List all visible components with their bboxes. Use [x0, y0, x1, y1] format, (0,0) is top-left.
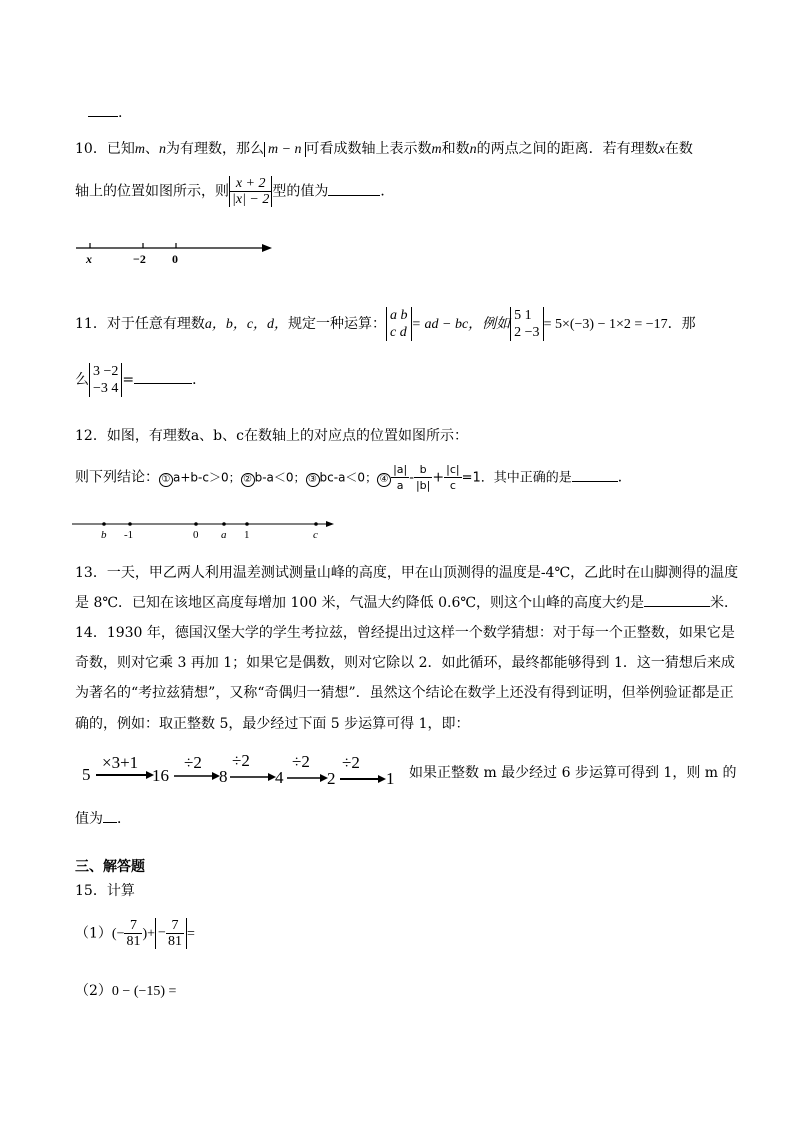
q13-line2 — [75, 592, 738, 612]
fraction-b — [414, 462, 432, 493]
paren-close-plus: )+ — [142, 926, 156, 942]
var-n: n — [158, 142, 166, 157]
equals: = — [122, 372, 135, 388]
q14-line1: 14．1930 年，德国汉堡大学的学生考拉兹，曾经提出过这样一个数学猜想：对于每一个正整数，如果它是 — [75, 625, 735, 641]
axis-label-neg2: −2 — [133, 252, 146, 266]
chain-op: ×3+1 — [102, 753, 139, 772]
q11-line1 — [75, 307, 696, 341]
abs-fraction — [229, 176, 272, 207]
period: ． — [117, 811, 131, 827]
chain-op: ÷2 — [342, 753, 360, 772]
q13-text: 米． — [710, 595, 739, 611]
q15-part2 — [75, 980, 176, 1000]
fraction-numerator: |a| — [393, 463, 408, 476]
q10-number-line — [76, 240, 276, 268]
axis-label-c: c — [313, 529, 318, 541]
q10-text: 可看成数轴上表示数 — [305, 141, 432, 157]
axis-label-neg1: -1 — [124, 529, 134, 541]
determinant-example — [510, 307, 543, 341]
det-row: −3 4 — [93, 381, 119, 396]
q10-text: 和数 — [441, 141, 470, 157]
circled-4: ④ — [377, 473, 391, 487]
q10-text: 为有理数，那么 — [165, 141, 264, 157]
fraction-denominator: |x| − 2 — [232, 192, 270, 207]
chain-op: ÷2 — [232, 751, 250, 770]
q12-line1: 12．如图，有理数a、b、c在数轴上的对应点的位置如图所示： — [75, 428, 468, 444]
q15-part1 — [75, 918, 195, 949]
circled-2: ② — [241, 473, 255, 487]
det-row: 5 1 — [514, 308, 532, 323]
fraction-denominator: 81 — [126, 934, 141, 949]
q11-text: 11．对于任意有理数 — [75, 316, 205, 332]
det-definition-rhs: = ad − bc，例如 — [411, 317, 511, 332]
denominator-text: x| − 2 — [235, 192, 270, 207]
equals: = — [186, 926, 195, 942]
minus: − — [158, 925, 166, 941]
q14-line6 — [75, 808, 131, 828]
fraction-7-81 — [166, 918, 184, 949]
axis-label-a: a — [221, 529, 227, 541]
statement-3: bc-a＜0； — [319, 470, 378, 485]
var-m: m — [431, 142, 442, 157]
prev-answer-blank-line — [88, 104, 122, 121]
q13-line1: 13．一天，甲乙两人利用温差测试测量山峰的高度，甲在山顶测得的温度是-4℃，乙此时在山脚测得的温度 — [75, 565, 739, 581]
fraction-numerator: x + 2 — [230, 176, 271, 192]
collatz-chain-diagram — [80, 748, 402, 788]
q12-text: =1．其中正确的是 — [461, 470, 572, 486]
paren-open: (− — [111, 926, 125, 942]
chain-number: 5 — [82, 765, 91, 784]
var-m: m — [134, 142, 145, 157]
q10-text: 10．已知 — [75, 141, 135, 157]
part-label: （1） — [75, 925, 112, 942]
fraction-7-81 — [124, 918, 142, 949]
period: ． — [192, 372, 207, 388]
q11-line2 — [75, 363, 206, 397]
chain-number: 4 — [275, 768, 284, 787]
q14-after-chain: 如果正整数 m 最少经过 6 步运算可得到 1，则 m 的 — [409, 765, 737, 781]
circled-3: ③ — [306, 473, 320, 487]
chain-number: 16 — [152, 766, 169, 785]
determinant-definition — [386, 307, 412, 341]
axis-label-0: 0 — [172, 252, 178, 266]
statement-1: a+b-c＞0； — [173, 470, 241, 485]
q11-text: 么 — [75, 372, 89, 388]
axis-label-x: x — [86, 252, 92, 266]
q13-text: 是 8℃．已知在该地区高度每增加 100 米，气温大约降低 0.6℃，则这个山峰的高度大约是 — [75, 595, 645, 611]
statement-2: b-a＜0； — [254, 470, 306, 485]
det-example-rhs: = 5×(−3) − 1×2 = −17．那 — [543, 317, 696, 332]
fraction-denominator: 81 — [167, 934, 182, 949]
q10-line2 — [75, 176, 394, 207]
separator: 、 — [144, 141, 159, 157]
answer-blank — [134, 371, 192, 384]
q14-text: 值为 — [75, 811, 103, 827]
det-row: 3 −2 — [93, 364, 119, 379]
axis-label-b: b — [101, 529, 107, 541]
det-row: a b — [390, 308, 408, 323]
fraction-numerator: 7 — [124, 918, 142, 934]
answer-blank — [572, 469, 618, 482]
det-row: c d — [390, 325, 407, 340]
fraction-denominator: a — [396, 479, 404, 492]
fraction-numerator: b — [414, 462, 432, 478]
fraction-a — [391, 462, 409, 493]
axis-label-1: 1 — [244, 529, 250, 541]
answer-blank — [103, 810, 117, 823]
answer-blank — [328, 183, 380, 196]
var-x: x — [658, 142, 665, 157]
q14-line2: 奇数，则对它乘 3 再加 1；如果它是偶数，则对它除以 2．如此循环，最终都能够得到 1．这一猜想后来成 — [75, 655, 735, 671]
q12-number-line — [72, 516, 338, 544]
fraction-denominator: |b| — [415, 479, 431, 492]
chain-number: 8 — [219, 767, 228, 786]
chain-op: ÷2 — [292, 752, 310, 771]
minus: - — [409, 469, 414, 486]
q12-text: 则下列结论： — [75, 469, 159, 486]
abs-m-minus-n: m − n — [264, 142, 306, 157]
q10-text: 的两点之间的距离．若有理数 — [476, 141, 659, 157]
determinant-question — [89, 363, 122, 397]
det-row: 2 −3 — [514, 325, 540, 340]
q15-title: 15．计算 — [75, 883, 135, 899]
q14-line3: 为著名的“考拉兹猜想”，又称“奇偶归一猜想”．虽然这个结论在数学上还没有得到证明，但举例验证都是正 — [75, 685, 734, 701]
q10-text: 在数 — [664, 141, 693, 157]
chain-op: ÷2 — [184, 753, 202, 772]
period: . — [118, 105, 123, 121]
abs-value — [155, 918, 187, 949]
q10-text: 型的值为 — [272, 183, 329, 200]
answer-blank — [644, 594, 710, 607]
q10-text: 轴上的位置如图所示，则 — [75, 183, 229, 200]
fraction-denominator: c — [449, 479, 456, 492]
expression: 0 − (−15) = — [111, 984, 177, 999]
fraction-numerator: |c| — [446, 463, 460, 476]
period: ． — [380, 183, 395, 200]
var-n: n — [469, 142, 477, 157]
q10-line1 — [75, 138, 693, 158]
part-label: （2） — [75, 983, 112, 999]
q14-line4: 确的，例如：取正整数 5，最少经过下面 5 步运算可得 1，即： — [75, 716, 470, 732]
fraction-numerator: 7 — [166, 918, 184, 934]
fraction-c — [444, 462, 461, 493]
q11-vars: a，b，c，d， — [204, 317, 289, 332]
chain-number: 1 — [386, 769, 395, 788]
q11-text: 规定一种运算： — [288, 316, 387, 332]
circled-1: ① — [159, 473, 173, 487]
axis-label-0: 0 — [193, 529, 199, 541]
answer-blank — [88, 104, 118, 117]
chain-number: 2 — [327, 769, 336, 788]
plus: + — [432, 469, 445, 486]
period: ． — [617, 469, 632, 486]
q12-line2 — [75, 462, 632, 493]
section-heading: 三、解答题 — [75, 859, 145, 875]
